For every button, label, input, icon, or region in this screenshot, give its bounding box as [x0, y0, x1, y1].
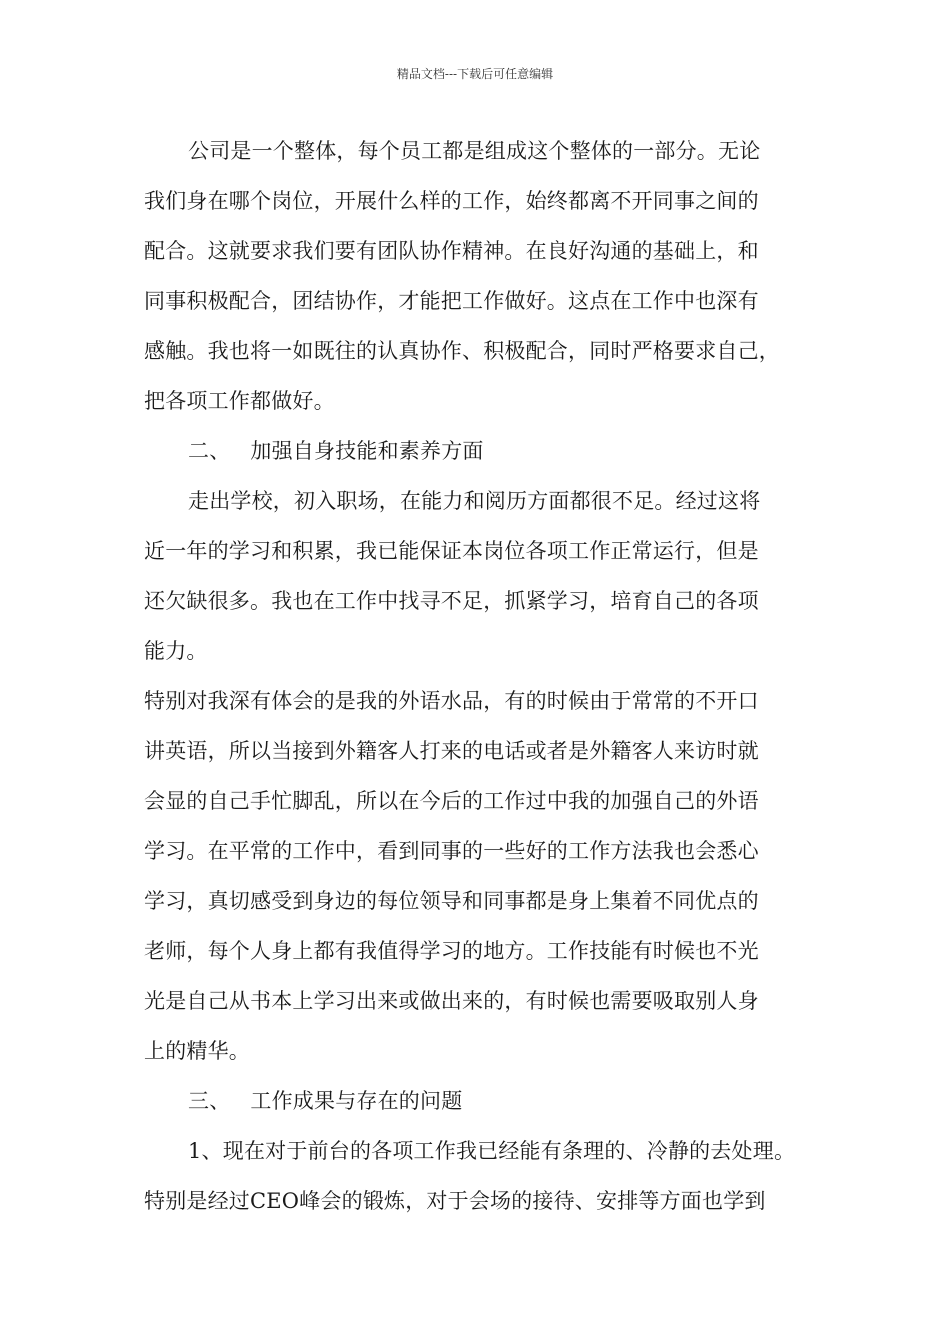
paragraph-line: 我们身在哪个岗位，开展什么样的工作，始终都离不开同事之间的	[144, 189, 759, 213]
paragraph-line: 1、现在对于前台的各项工作我已经能有条理的、冷静的去处理。	[188, 1139, 796, 1163]
section-heading-two	[144, 426, 824, 476]
section-number: 二、	[188, 439, 231, 463]
paragraph-line: 同事积极配合，团结协作，才能把工作做好。这点在工作中也深有	[144, 289, 759, 313]
paragraph-line: 能力。	[144, 639, 208, 663]
section-heading-three	[144, 1076, 824, 1126]
document-body	[144, 126, 824, 1226]
paragraph-line: 走出学校，初入职场，在能力和阅历方面都很不足。经过这将	[188, 489, 761, 513]
paragraph-line: 公司是一个整体，每个员工都是组成这个整体的一部分。无论	[188, 139, 761, 163]
paragraph-line: 光是自己从书本上学习出来或做出来的，有时候也需要吸取别人身	[144, 989, 759, 1013]
paragraph-line: 学习，真切感受到身边的每位领导和同事都是身上集着不同优点的	[144, 889, 759, 913]
paragraph-line: 把各项工作都做好。	[144, 389, 335, 413]
paragraph-line: 特别对我深有体会的是我的外语水品，有的时候由于常常的不开口	[144, 689, 759, 713]
paragraph-line: 讲英语，所以当接到外籍客人打来的电话或者是外籍客人来访时就	[144, 739, 759, 763]
paragraph-line: 学习。在平常的工作中，看到同事的一些好的工作方法我也会悉心	[144, 839, 759, 863]
paragraph-line: 近一年的学习和积累，我已能保证本岗位各项工作正常运行，但是	[144, 539, 759, 563]
paragraph-line: 特别是经过CEO峰会的锻炼，对于会场的接待、安排等方面也学到	[144, 1189, 766, 1213]
paragraph-line: 感触。我也将一如既往的认真协作、积极配合，同时严格要求自己，	[144, 339, 780, 363]
paragraph-line: 上的精华。	[144, 1039, 250, 1063]
paragraph-line: 会显的自己手忙脚乱，所以在今后的工作过中我的加强自己的外语	[144, 789, 759, 813]
page-header: 精品文档---下载后可任意编辑	[396, 67, 554, 81]
section-number: 三、	[188, 1089, 231, 1113]
section-title: 加强自身技能和素养方面	[250, 439, 484, 463]
paragraph-line: 还欠缺很多。我也在工作中找寻不足，抓紧学习，培育自己的各项	[144, 589, 759, 613]
paragraph-line: 配合。这就要求我们要有团队协作精神。在良好沟通的基础上，和	[144, 239, 759, 263]
paragraph-line: 老师，每个人身上都有我值得学习的地方。工作技能有时候也不光	[144, 939, 759, 963]
section-title: 工作成果与存在的问题	[250, 1089, 463, 1113]
